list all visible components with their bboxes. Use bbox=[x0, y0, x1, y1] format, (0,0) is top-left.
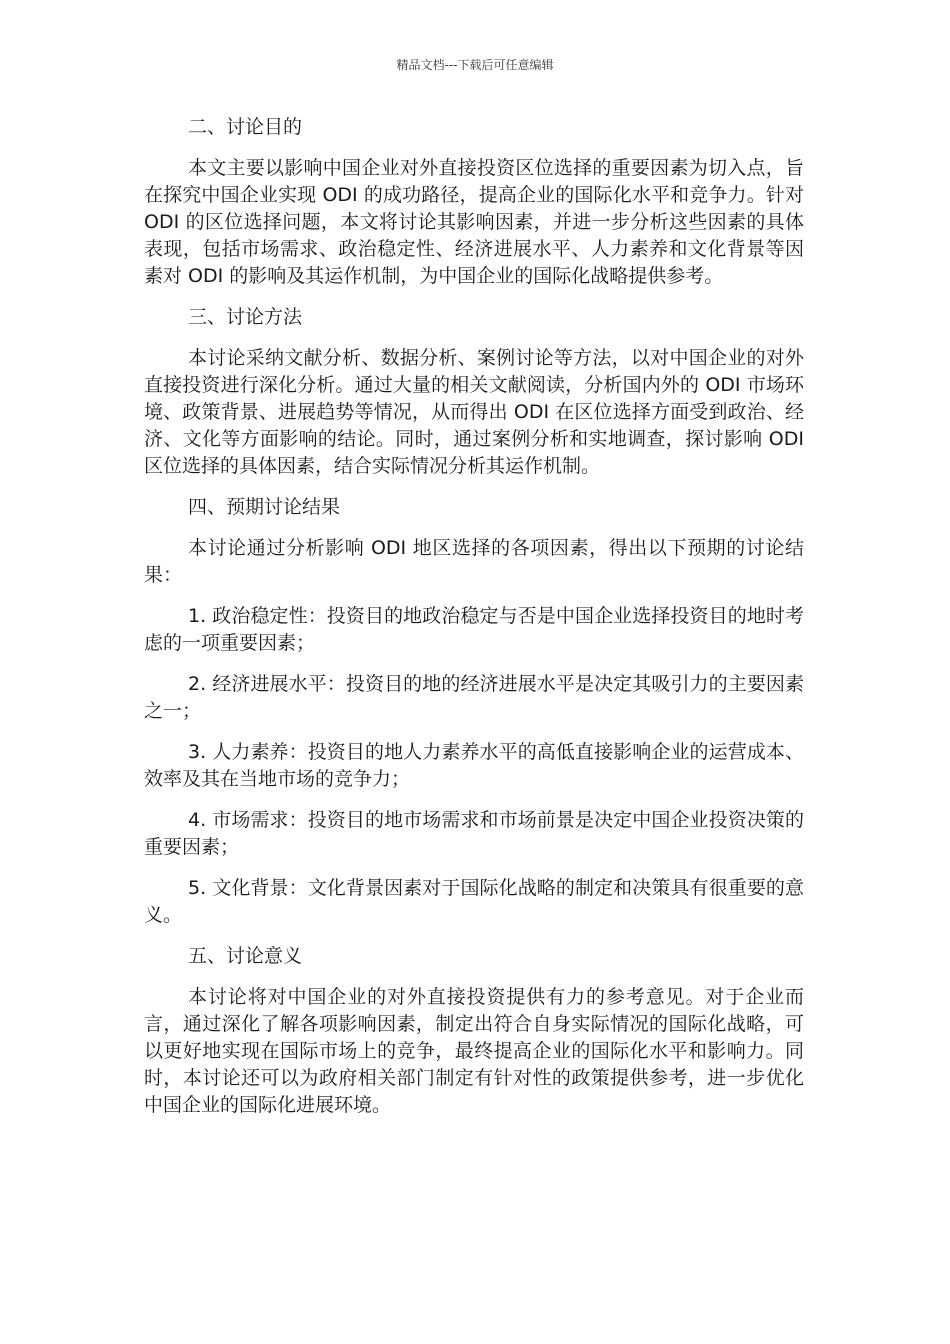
list-item: 3. 人力素养：投资目的地人力素养水平的高低直接影响企业的运营成本、效率及其在当地市场的竞争力； bbox=[144, 741, 804, 790]
section-heading: 四、预期讨论结果 bbox=[188, 496, 341, 518]
section-purpose bbox=[144, 114, 804, 290]
paragraph: 本讨论将对中国企业的对外直接投资提供有力的参考意见。对于企业而言，通过深化了解各项影响因素，制定出符合自身实际情况的国际化战略，可以更好地实现在国际市场上的竞争，最终提高企业的国际化水平和影响力。同时，本讨论还可以为政府相关部门制定有针对性的政策提供参考，进一步优化中国企业的国际化进展环境。 bbox=[144, 986, 804, 1116]
list-item: 5. 文化背景：文化背景因素对于国际化战略的制定和决策具有很重要的意义。 bbox=[144, 877, 804, 926]
list-item: 2. 经济进展水平：投资目的地的经济进展水平是决定其吸引力的主要因素之一； bbox=[144, 673, 804, 722]
paragraph: 本文主要以影响中国企业对外直接投资区位选择的重要因素为切入点，旨在探究中国企业实现 ODI 的成功路径，提高企业的国际化水平和竞争力。针对 ODI 的区位选择问题，本文将讨论其影响因素，并进一步分析这些因素的具体表现，包括市场需求、政治稳定性、经济进展水平、人力素养和文化背景等因素对 ODI 的影响及其运作机制，为中国企业的国际化战略提供参考。 bbox=[144, 157, 804, 287]
page-header: 精品文档---下载后可任意编辑 bbox=[396, 58, 554, 72]
section-heading: 二、讨论目的 bbox=[188, 116, 303, 138]
paragraph: 本讨论通过分析影响 ODI 地区选择的各项因素，得出以下预期的讨论结果： bbox=[144, 537, 804, 586]
section-heading: 五、讨论意义 bbox=[188, 945, 303, 967]
section-expected-results bbox=[144, 494, 804, 929]
section-heading: 三、讨论方法 bbox=[188, 306, 303, 328]
list-item: 1. 政治稳定性：投资目的地政治稳定与否是中国企业选择投资目的地时考虑的一项重要因素； bbox=[144, 605, 804, 654]
paragraph: 本讨论采纳文献分析、数据分析、案例讨论等方法，以对中国企业的对外直接投资进行深化分析。通过大量的相关文献阅读，分析国内外的 ODI 市场环境、政策背景、进展趋势等情况，从而得出 ODI 在区位选择方面受到政治、经济、文化等方面影响的结论。同时，通过案例分析和实地调查，探讨影响 ODI 区位选择的具体因素，结合实际情况分析其运作机制。 bbox=[144, 347, 804, 477]
section-methods bbox=[144, 304, 804, 480]
document-body bbox=[144, 114, 804, 1133]
list-item: 4. 市场需求：投资目的地市场需求和市场前景是决定中国企业投资决策的重要因素； bbox=[144, 809, 804, 858]
section-significance bbox=[144, 943, 804, 1119]
